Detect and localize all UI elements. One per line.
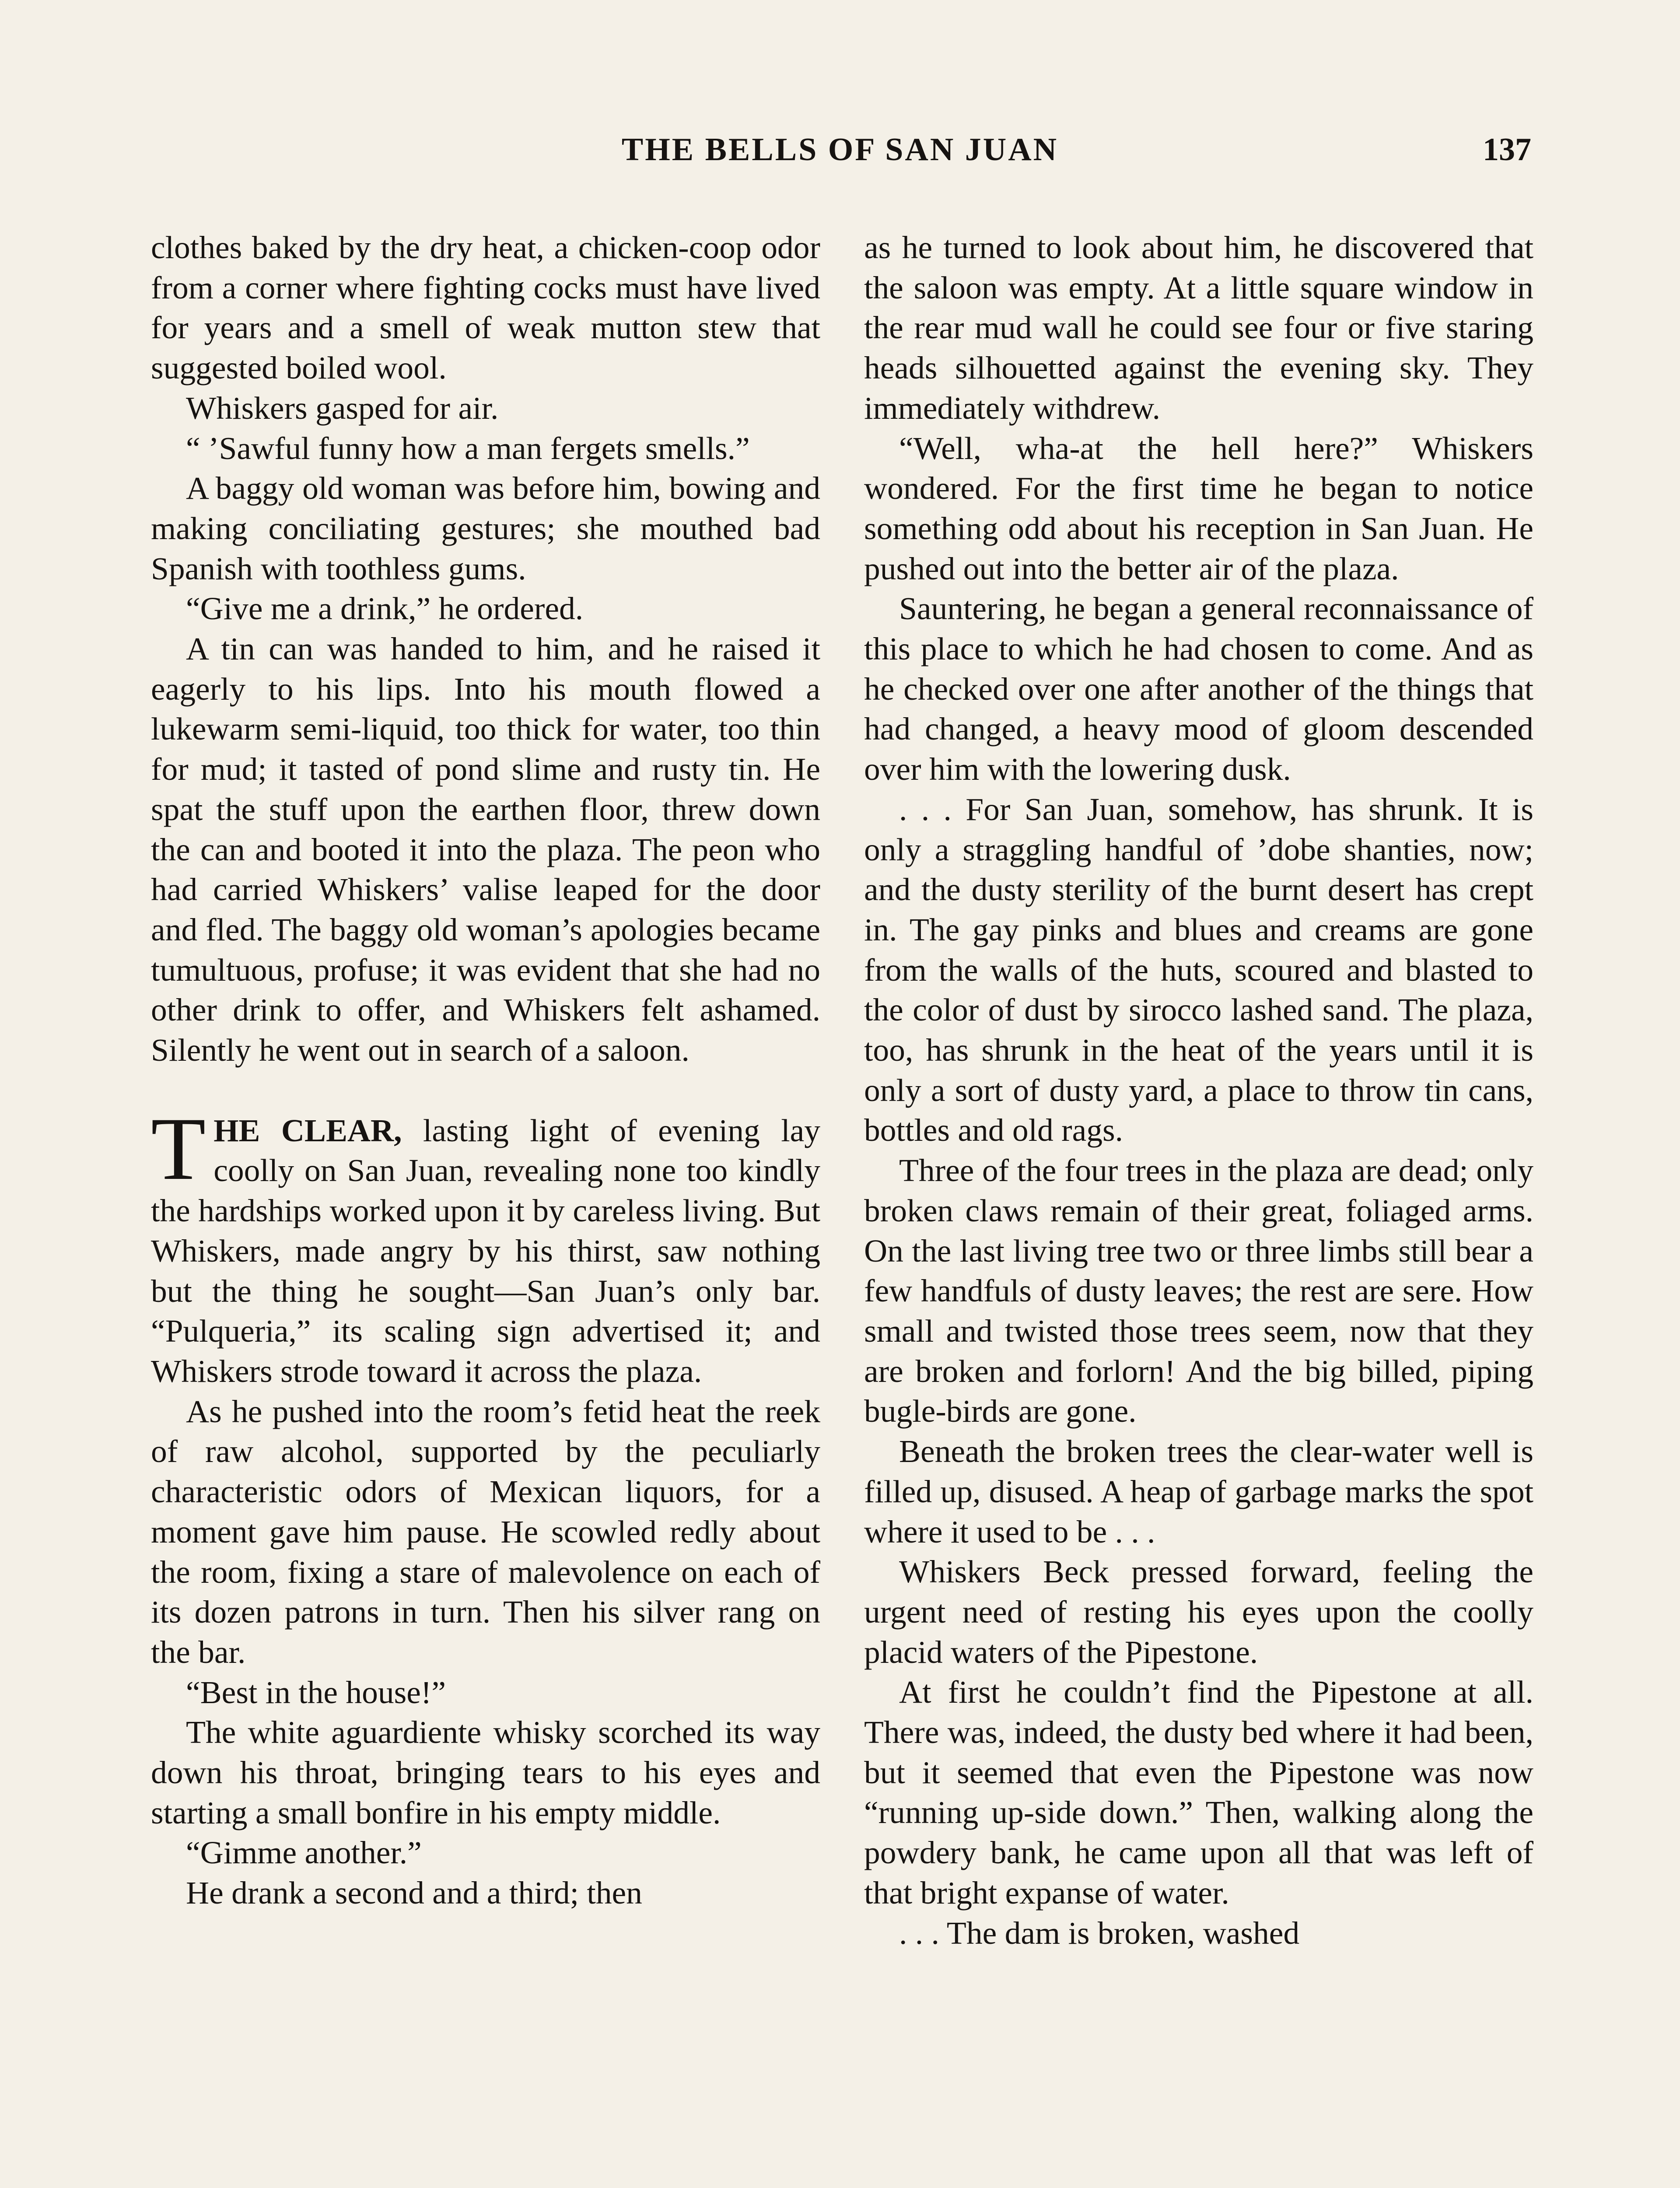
paragraph: “Well, wha-at the hell here?” Whiskers wondered. For the first time he began to notice something odd about his reception in San Juan. He pushed out into the better air of the plaza. [864,430,1533,586]
paragraph: A tin can was handed to him, and he raised it eagerly to his lips. Into his mouth flowed a lukewarm semi-liquid, too thick for water, too thin for mud; it tasted of pond slime and rusty tin. He spat the stuff upon the earthen floor, threw down the can and booted it into the plaza. The peon who had carried Whiskers’ valise leaped for the door and fled. The baggy old woman’s apologies became tumultuous, profuse; it was evident that she had no other drink to offer, and Whiskers felt ashamed. Silently he went out in search of a saloon. [151,631,820,1068]
paragraph: The white aguardiente whisky scorched its way down his throat, bringing tears to his eyes and starting a small bonfire in his empty middle. [151,1715,820,1830]
paragraph: Three of the four trees in the plaza are dead; only broken claws remain of their great, foliaged arms. On the last living tree two or three limbs still bear a few handfuls of dusty leaves; the rest are sere. How small and twisted those trees seem, now that they are broken and forlorn! And the big billed, piping bugle-birds are gone. [864,1153,1533,1429]
paragraph: Sauntering, he began a general reconnaissance of this place to which he had chosen to come. And as he checked over one after another of the things that had changed, a heavy mood of gloom descended over him with the lowering dusk. [864,591,1533,787]
page-header [149,131,1531,184]
paragraph: . . . The dam is broken, washed [899,1915,1300,1951]
paragraph: “Gimme another.” [186,1835,422,1871]
paragraph: As he pushed into the room’s fetid heat the reek of raw alcohol, supported by the peculiarly characteristic odors of Mexican liquors, for a moment gave him pause. He scowled redly about the room, fixing a stare of malevolence on each of its dozen patrons in turn. Then his silver rang on the bar. [151,1393,820,1670]
paragraph: clothes baked by the dry heat, a chicken-coop odor from a corner where fighting cocks must have lived for years and a smell of weak mutton stew that suggested boiled wool. [151,230,820,386]
paragraph-text: lasting light of evening lay coolly on San Juan, revealing none too kindly the hardships worked upon it by careless living. But Whiskers, made angry by his thirst, saw nothing but the thing he sought—San Juan’s only bar. “Pulqueria,” its scaling sign advertised it; and Whiskers strode toward it across the plaza. [151,1112,821,1389]
running-head: THE BELLS OF SAN JUAN [621,132,1059,168]
right-column [864,228,1533,1953]
paragraph: “Give me a drink,” he ordered. [186,591,584,627]
page-number: 137 [1483,132,1531,168]
left-column [151,228,820,1913]
paragraph: Whiskers gasped for air. [186,390,499,426]
lead-in-text: HE CLEAR, [214,1112,402,1148]
paragraph: Whiskers Beck pressed forward, feeling the urgent need of resting his eyes upon the coolly placid waters of the Pipestone. [864,1554,1533,1670]
paragraph: “Best in the house!” [186,1674,446,1710]
section-break [151,1070,820,1111]
paragraph: . . . For San Juan, somehow, has shrunk. It is only a straggling handful of ’dobe shanties, now; and the dusty sterility of the burnt desert has crept in. The gay pinks and blues and creams are gone from the walls of the huts, scoured and blasted to the color of dust by sirocco lashed sand. The plaza, too, has shrunk in the heat of the years until it is only a sort of dusty yard, a place to throw tin cans, bottles and old rags. [864,791,1533,1148]
paragraph: A baggy old woman was before him, bowing and making conciliating gestures; she mouthed bad Spanish with toothless gums. [151,470,820,586]
paragraph: He drank a second and a third; then [186,1875,642,1911]
section-opening-paragraph [151,1099,821,1392]
paragraph: as he turned to look about him, he discovered that the saloon was empty. At a little square window in the rear mud wall he could see four or five staring heads silhouetted against the evening sky. They immediately withdrew. [864,230,1533,426]
drop-cap: T [151,1099,206,1199]
paragraph: Beneath the broken trees the clear-water well is filled up, disused. A heap of garbage marks the spot where it used to be . . . [864,1434,1533,1550]
paragraph: “ ’Sawful funny how a man fergets smells.” [186,430,750,466]
paragraph: At first he couldn’t find the Pipestone at all. There was, indeed, the dusty bed where it had been, but it seemed that even the Pipestone was now “running up-side down.” Then, walking along the powdery bank, he came upon all that was left of that bright expanse of water. [864,1674,1533,1911]
